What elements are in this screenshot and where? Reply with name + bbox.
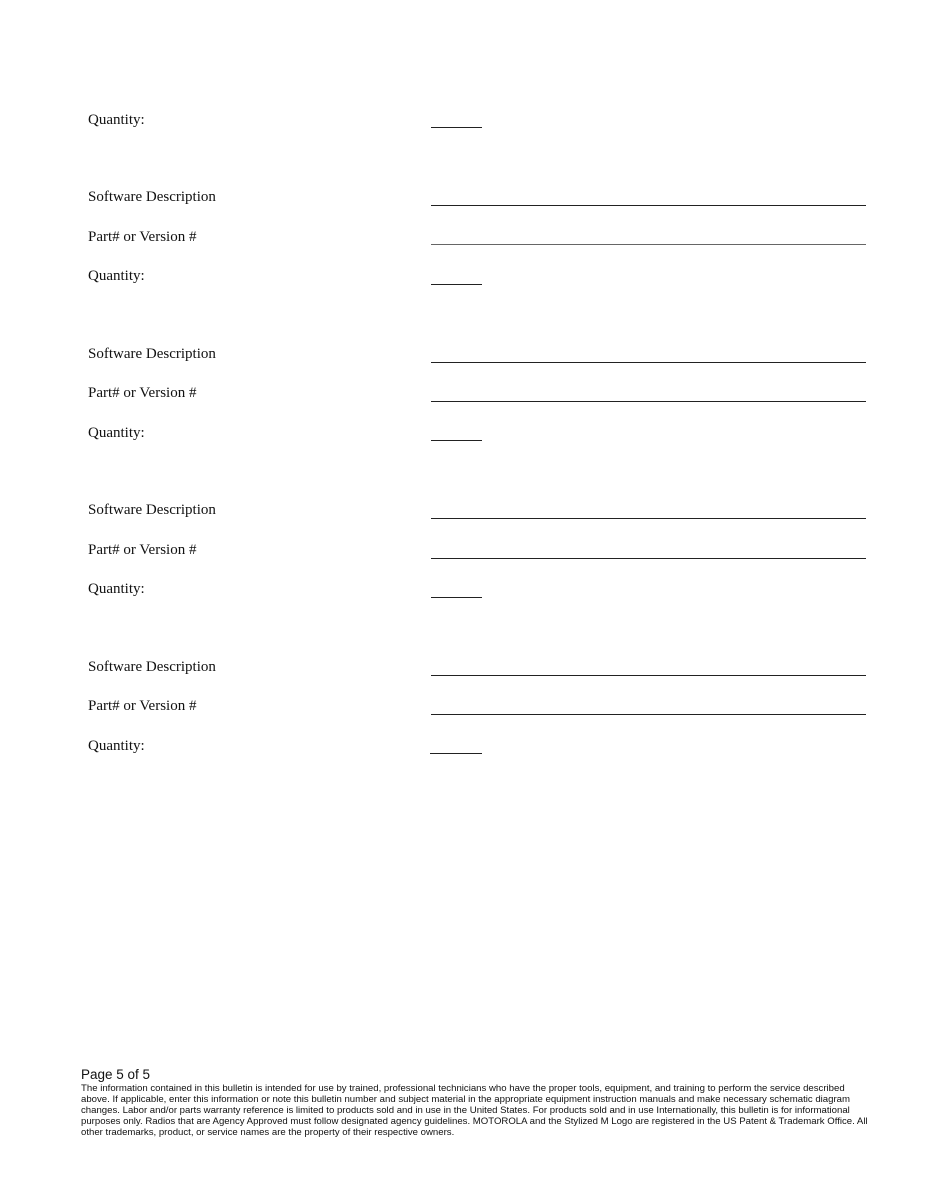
quantity-label: Quantity: [88, 268, 145, 284]
part-version-field[interactable] [431, 244, 866, 245]
quantity-label: Quantity: [88, 581, 145, 597]
page-number: Page 5 of 5 [81, 1067, 151, 1082]
part-version-label: Part# or Version # [88, 698, 197, 714]
software-description-label: Software Description [88, 189, 216, 205]
quantity-field[interactable] [430, 753, 482, 754]
software-description-field[interactable] [431, 362, 866, 363]
quantity-label: Quantity: [88, 112, 145, 128]
software-description-field[interactable] [431, 518, 866, 519]
quantity-label: Quantity: [88, 425, 145, 441]
quantity-field[interactable] [431, 127, 482, 128]
part-version-label: Part# or Version # [88, 542, 197, 558]
quantity-label: Quantity: [88, 738, 145, 754]
software-description-label: Software Description [88, 659, 216, 675]
page-footer [81, 1067, 871, 1138]
part-version-label: Part# or Version # [88, 385, 197, 401]
part-version-field[interactable] [431, 401, 866, 402]
software-description-label: Software Description [88, 346, 216, 362]
quantity-field[interactable] [431, 597, 482, 598]
quantity-field[interactable] [431, 284, 482, 285]
part-version-field[interactable] [431, 714, 866, 715]
software-description-label: Software Description [88, 502, 216, 518]
software-description-field[interactable] [431, 675, 866, 676]
quantity-field[interactable] [431, 440, 482, 441]
disclaimer-text: The information contained in this bulletin is intended for use by trained, professional technicians who have the proper tools, equipment, and training to perform the service described above. If applicable, enter this information or note this bulletin number and subject material in the appropriate equipment instruction manuals and make necessary schematic diagram changes. Labor and/or parts warranty reference is limited to products sold and in use in the United States. For products sold and in use Internationally, this bulletin is for informational purposes only. Radios that are Agency Approved must follow designated agency guidelines. MOTOROLA and the Stylized M Logo are registered in the US Patent & Trademark Office. All other trademarks, product, or service names are the property of their respective owners. [81, 1083, 868, 1138]
software-description-field[interactable] [431, 205, 866, 206]
part-version-field[interactable] [431, 558, 866, 559]
part-version-label: Part# or Version # [88, 229, 197, 245]
